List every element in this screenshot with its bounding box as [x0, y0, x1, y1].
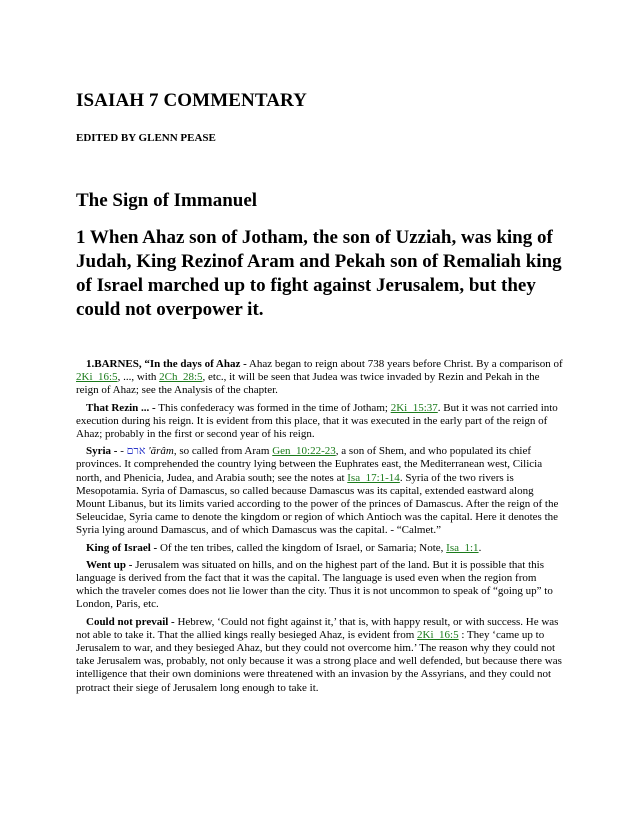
- paragraph-text: . But it was not carried into execution during his reign. It is evident from this place, that it was executed in the early part of the reign of Ahaz; probably in the first or second year of his reign.: [76, 401, 558, 441]
- commentary-paragraph: [76, 616, 564, 695]
- paragraph-text: , so called from Aram: [173, 445, 273, 458]
- scripture-link[interactable]: 2Ch_28:5: [159, 371, 203, 384]
- paragraph-text: Hebrew, ‘Could not fight against it,’ that is, with happy result, or with success. He was not able to take it. That the allied kings really besieged Ahaz, is evident from: [76, 615, 559, 641]
- section-title: The Sign of Immanuel: [76, 190, 258, 211]
- paragraph-heading: Syria -: [86, 445, 118, 458]
- paragraph-text: , etc., it will be seen that Judea was twice invaded by Rezin and Pekah in the reign of Ahaz; see the Analysis of the chapter.: [76, 371, 540, 397]
- editor-credit: EDITED BY GLENN PEASE: [76, 132, 216, 144]
- scripture-link[interactable]: 2Ki_16:5: [76, 371, 118, 384]
- paragraph-heading: King of Israel -: [86, 541, 158, 554]
- verse-text: 1 When Ahaz son of Jotham, the son of Uzziah, was king of Judah, King Rezinof Aram and Pekah son of Remaliah king of Israel marched up to fight against Jerusalem, but they could not overpower it.: [76, 227, 562, 320]
- commentary-paragraph: [76, 358, 564, 398]
- commentary-paragraph: [76, 559, 564, 612]
- paragraph-text: -: [117, 445, 127, 458]
- paragraph-text: Of the ten tribes, called the kingdom of Israel, or Samaria; Note,: [157, 541, 447, 554]
- paragraph-text: .: [478, 541, 482, 554]
- commentary-paragraph: [76, 542, 564, 555]
- paragraph-text: , a son of Shem, and who populated its chief provinces. It comprehended the country lying between the Euphrates east, the Mediterranean west, Cilicia north, and Phenicia, Judea, and Arabia south; see the notes at: [76, 445, 543, 484]
- document-title: ISAIAH 7 COMMENTARY: [76, 90, 307, 111]
- scripture-link[interactable]: Isa_17:1-14: [347, 471, 400, 484]
- paragraph-text: This confederacy was formed in the time of Jotham;: [155, 401, 391, 414]
- paragraph-heading: That Rezin ... -: [86, 401, 156, 414]
- scripture-link[interactable]: Isa_1:1: [446, 541, 479, 554]
- paragraph-text: Ahaz began to reign about 738 years before Christ. By a comparison of: [246, 358, 563, 370]
- hebrew-word: ארם: [126, 445, 146, 458]
- paragraph-heading: Went up -: [86, 558, 133, 571]
- scripture-link[interactable]: 2Ki_16:5: [417, 628, 459, 641]
- paragraph-text: , ..., with: [117, 371, 160, 384]
- paragraph-text: . Syria of the two rivers is Mesopotamia. Syria of Damascus, so called because Damascus was its capital, extended eastward along Mount Libanus, but its limits varied according to the power of the princes of Damascus. After the reign of the Seleucidae, Syria came to denote the kingdom or region of which Antioch was the capital. Here it denotes the Syria lying around Damascus, and of which Damascus was the capital. - “Calmet.”: [76, 471, 559, 537]
- paragraph-text: Jerusalem was situated on hills, and on the highest part of the land. But it is possible that this language is derived from the fact that it was the capital. The language is used even when the region from which the traveler comes does not lie lower than the city. Thus it is not uncommon to speak of “going up” to London, Paris, etc.: [76, 558, 553, 611]
- scripture-link[interactable]: 2Ki_15:37: [390, 401, 438, 414]
- transliteration: 'ărâm: [145, 445, 174, 458]
- scripture-link[interactable]: Gen_10:22-23: [272, 445, 336, 458]
- paragraph-text: : They ‘came up to Jerusalem to war, and they besieged Ahaz, but they could not overcome him.’ The reason why they could not take Jerusalem was, probably, not only because it was a strong place and well defended, but because there was intelligence that their own dominions were threatened with an invasion by the Assyrians, and they could not protract their siege of Jerusalem long enough to take it.: [76, 628, 562, 694]
- paragraph-heading: 1.BARNES, “In the days of Ahaz -: [86, 358, 247, 370]
- commentary-paragraph: [76, 445, 564, 537]
- commentary-body: [76, 358, 564, 699]
- commentary-paragraph: [76, 402, 564, 442]
- paragraph-heading: Could not prevail -: [86, 615, 175, 628]
